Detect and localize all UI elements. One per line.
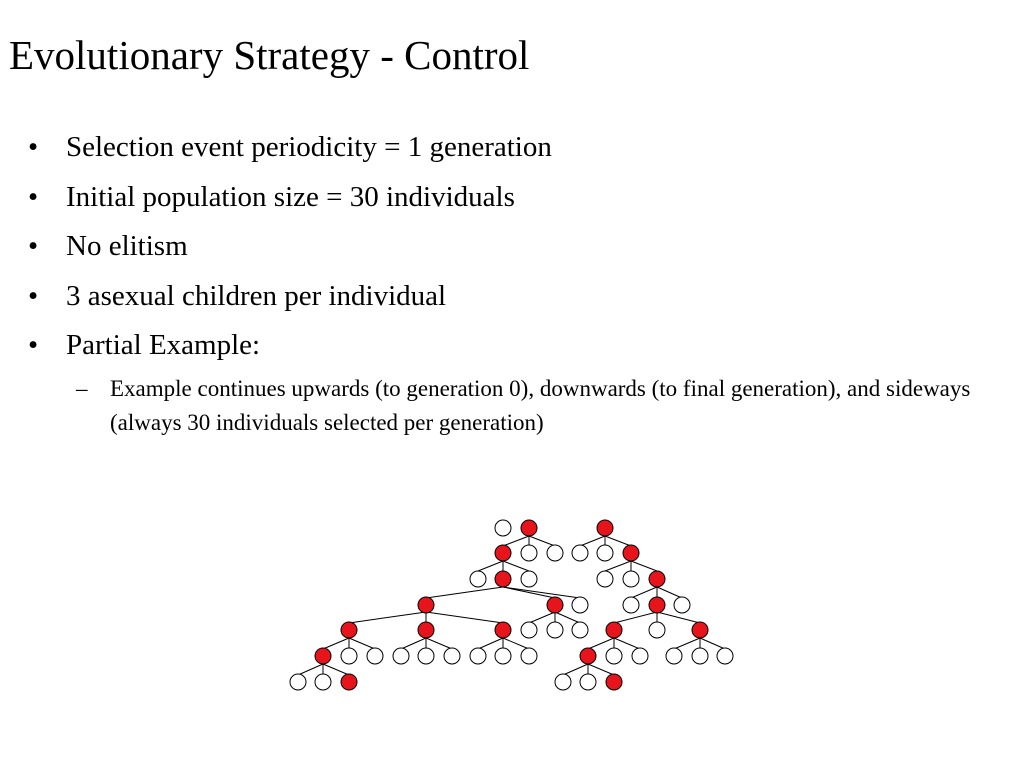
individual-node [341,648,357,664]
individual-node [521,648,537,664]
tree-edge [700,638,725,649]
selected-individual-node [495,571,511,587]
tree-edge [426,638,452,649]
individual-node [393,648,409,664]
tree-edge [555,612,580,623]
tree-edge [426,587,503,598]
selected-individual-node [547,597,563,613]
tree-edge [323,638,349,649]
selected-individual-node [418,597,434,613]
bullet-text-children: 3 asexual children per individual [66,279,447,312]
selected-individual-node [495,622,511,638]
selected-individual-node [418,622,434,638]
tree-edge [503,587,580,598]
bullet-marker: • [28,131,39,163]
individual-node [717,648,733,664]
individual-node [632,648,648,664]
tree-edge [580,536,605,546]
individual-node [666,648,682,664]
tree-edge [503,587,555,598]
tree-edge [674,638,700,649]
individual-node [580,674,596,690]
individual-node [444,648,460,664]
selected-individual-node [649,571,665,587]
selected-individual-node [341,622,357,638]
selected-individual-node [606,622,622,638]
individual-node [623,597,639,613]
individual-node [623,571,639,587]
bullet-marker: • [28,230,39,262]
individual-node [290,674,306,690]
individual-node [572,597,588,613]
selected-individual-node [495,545,511,561]
selected-individual-node [521,520,537,536]
tree-edge [657,587,682,598]
individual-node [606,648,622,664]
tree-edge [605,536,631,546]
individual-node [572,622,588,638]
individual-node [495,648,511,664]
bullet-text-partial-example: Partial Example: [66,329,261,361]
individual-node [597,571,613,587]
individual-node [692,648,708,664]
tree-edge [478,638,503,649]
tree-edge [563,664,588,675]
selected-individual-node [649,597,665,613]
individual-node [470,571,486,587]
individual-node [315,674,331,690]
selected-individual-node [580,648,596,664]
individual-node [418,648,434,664]
tree-edge [588,638,614,649]
tree-edge [614,638,640,649]
selected-individual-node [692,622,708,638]
bullet-text-population-size: Initial population size = 30 individuals [66,180,515,213]
tree-edge [298,664,323,675]
bullet-text-selection-periodicity: Selection event periodicity = 1 generation [66,131,552,163]
individual-node [555,674,571,690]
bullet-text-elitism: No elitism [66,230,188,262]
tree-edge [401,638,426,649]
individual-node [495,520,511,536]
tree-edge [529,612,555,623]
individual-node [547,622,563,638]
slide-title: Evolutionary Strategy - Control [9,32,530,78]
tree-edge [588,664,614,675]
tree-edge [657,612,700,623]
tree-edge [349,612,426,623]
selected-individual-node [623,545,639,561]
tree-edge [614,612,657,623]
tree-edge [631,561,657,571]
tree-edge [605,561,631,571]
selected-individual-node [606,674,622,690]
bullet-marker: • [28,180,39,213]
selected-individual-node [597,520,613,536]
tree-edge [426,612,503,623]
tree-nodes [290,520,733,690]
individual-node [547,545,563,561]
individual-node [367,648,383,664]
tree-edge [478,561,503,571]
tree-edge [323,664,349,675]
individual-node [521,622,537,638]
individual-node [597,545,613,561]
tree-edge [349,638,375,649]
individual-node [649,622,665,638]
bullet-marker: • [28,329,39,361]
tree-edge [503,561,529,571]
tree-edge [503,638,529,649]
selected-individual-node [315,648,331,664]
selected-individual-node [341,674,357,690]
sub-bullet-text: Example continues upwards (to generation 0), downwards (to final generation), and sideways (always 30 individuals selected per generation) [110,376,971,435]
individual-node [521,545,537,561]
individual-node [470,648,486,664]
individual-node [572,545,588,561]
tree-edge [529,536,555,546]
tree-edge [631,587,657,598]
individual-node [674,597,690,613]
individual-node [521,571,537,587]
bullet-marker: • [28,279,39,312]
tree-edge [503,536,529,546]
sub-bullet-marker: – [76,376,88,401]
